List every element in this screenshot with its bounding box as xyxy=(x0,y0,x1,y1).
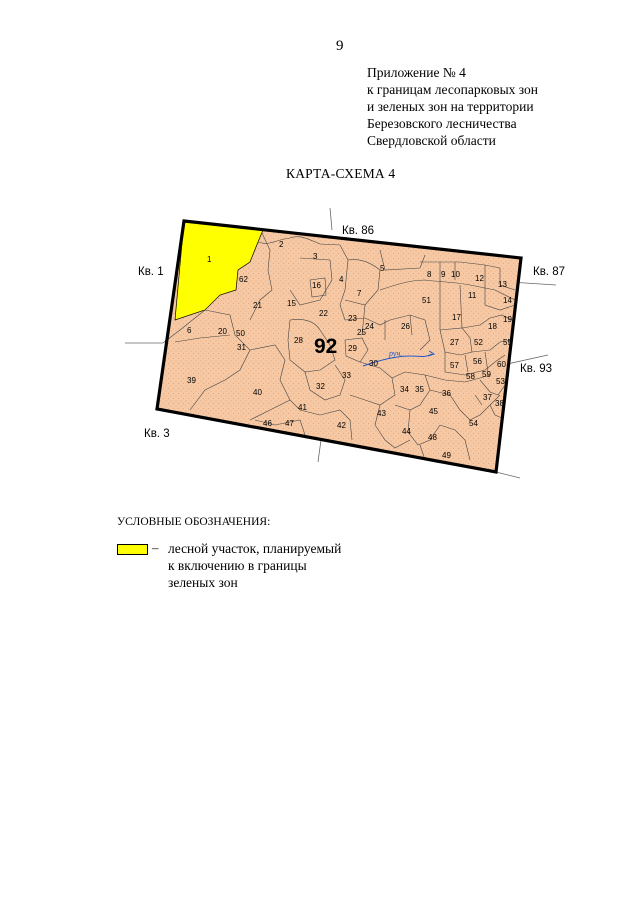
legend-dash: – xyxy=(152,540,159,555)
parcel-label-16: 16 xyxy=(312,281,321,290)
parcel-label-33: 33 xyxy=(342,371,351,380)
appendix-line: и зеленых зон на территории xyxy=(367,99,534,114)
parcel-label-22: 22 xyxy=(319,309,328,318)
parcel-label-48: 48 xyxy=(428,433,437,442)
parcel-label-12: 12 xyxy=(475,274,484,283)
neighbor-quarter-label-east: Кв. 93 xyxy=(520,363,552,375)
parcel-label-26: 26 xyxy=(401,322,410,331)
neighbor-boundary-line xyxy=(496,472,520,478)
page-number: 9 xyxy=(336,38,344,54)
parcel-label-14: 14 xyxy=(503,296,512,305)
parcel-label-21: 21 xyxy=(253,301,262,310)
parcel-label-9: 9 xyxy=(441,270,446,279)
parcel-label-29: 29 xyxy=(348,344,357,353)
legend-text-line: лесной участок, планируемый xyxy=(168,541,342,556)
parcel-label-37: 37 xyxy=(483,393,492,402)
parcel-label-10: 10 xyxy=(451,270,460,279)
parcel-label-24: 24 xyxy=(365,322,374,331)
neighbor-quarter-label-northeast: Кв. 87 xyxy=(533,266,565,278)
parcel-label-41: 41 xyxy=(298,403,307,412)
parcel-label-23: 23 xyxy=(348,314,357,323)
parcel-label-17: 17 xyxy=(452,313,461,322)
parcel-label-6: 6 xyxy=(187,326,192,335)
parcel-label-18: 18 xyxy=(488,322,497,331)
parcel-label-28: 28 xyxy=(294,336,303,345)
legend-text xyxy=(168,540,341,591)
appendix-line: Приложение № 4 xyxy=(367,65,466,80)
parcel-label-3: 3 xyxy=(313,252,318,261)
legend-title: УСЛОВНЫЕ ОБОЗНАЧЕНИЯ: xyxy=(117,516,271,528)
parcel-label-49: 49 xyxy=(442,451,451,460)
neighbor-quarter-label-north: Кв. 86 xyxy=(342,225,374,237)
neighbor-quarter-label-southwest: Кв. 3 xyxy=(144,428,170,440)
parcel-label-57: 57 xyxy=(450,361,459,370)
parcel-label-51: 51 xyxy=(422,296,431,305)
parcel-label-11: 11 xyxy=(468,291,477,300)
parcel-label-30: 30 xyxy=(369,359,378,368)
parcel-label-32: 32 xyxy=(316,382,325,391)
neighbor-quarter-label-west: Кв. 1 xyxy=(138,266,164,278)
parcel-label-44: 44 xyxy=(402,427,411,436)
neighbor-boundary-line xyxy=(318,440,321,462)
parcel-label-59: 59 xyxy=(482,370,491,379)
appendix-line: Березовского лесничества xyxy=(367,116,517,131)
parcel-label-1: 1 xyxy=(207,255,212,264)
parcel-label-42: 42 xyxy=(337,421,346,430)
parcel-label-60: 60 xyxy=(497,360,506,369)
parcel-label-55: 55 xyxy=(503,338,512,347)
appendix-line: Свердловской области xyxy=(367,133,496,148)
parcel-label-36: 36 xyxy=(442,389,451,398)
parcel-label-47: 47 xyxy=(285,419,294,428)
parcel-label-56: 56 xyxy=(473,357,482,366)
parcel-label-38: 38 xyxy=(495,399,504,408)
parcel-label-53: 53 xyxy=(496,377,505,386)
parcel-label-50: 50 xyxy=(236,329,245,338)
parcel-label-2: 2 xyxy=(279,240,284,249)
parcel-label-4: 4 xyxy=(339,275,344,284)
parcel-label-52: 52 xyxy=(474,338,483,347)
parcel-label-43: 43 xyxy=(377,409,386,418)
parcel-label-45: 45 xyxy=(429,407,438,416)
legend-text-line: к включению в границы xyxy=(168,558,307,573)
parcel-label-13: 13 xyxy=(498,280,507,289)
appendix-line: к границам лесопарковых зон xyxy=(367,82,538,97)
stream-label: руч. xyxy=(389,349,403,358)
parcel-label-25: 25 xyxy=(357,328,366,337)
quarter-number: 92 xyxy=(314,335,338,358)
parcel-label-31: 31 xyxy=(237,343,246,352)
parcel-label-27: 27 xyxy=(450,338,459,347)
parcel-label-15: 15 xyxy=(287,299,296,308)
parcel-label-46: 46 xyxy=(263,419,272,428)
parcel-label-8: 8 xyxy=(427,270,432,279)
parcel-label-7: 7 xyxy=(357,289,362,298)
parcel-label-40: 40 xyxy=(253,388,262,397)
parcel-label-58: 58 xyxy=(466,372,475,381)
map-title: КАРТА-СХЕМА 4 xyxy=(286,166,396,181)
parcel-label-5: 5 xyxy=(380,264,385,273)
parcel-label-62: 62 xyxy=(239,275,248,284)
legend-swatch xyxy=(117,544,148,555)
legend-text-line: зеленых зон xyxy=(168,575,238,590)
neighbor-boundary-line xyxy=(330,208,332,230)
parcel-label-19: 19 xyxy=(503,315,512,324)
parcel-label-34: 34 xyxy=(400,385,409,394)
parcel-label-39: 39 xyxy=(187,376,196,385)
parcel-label-35: 35 xyxy=(415,385,424,394)
parcel-label-20: 20 xyxy=(218,327,227,336)
parcel-label-54: 54 xyxy=(469,419,478,428)
